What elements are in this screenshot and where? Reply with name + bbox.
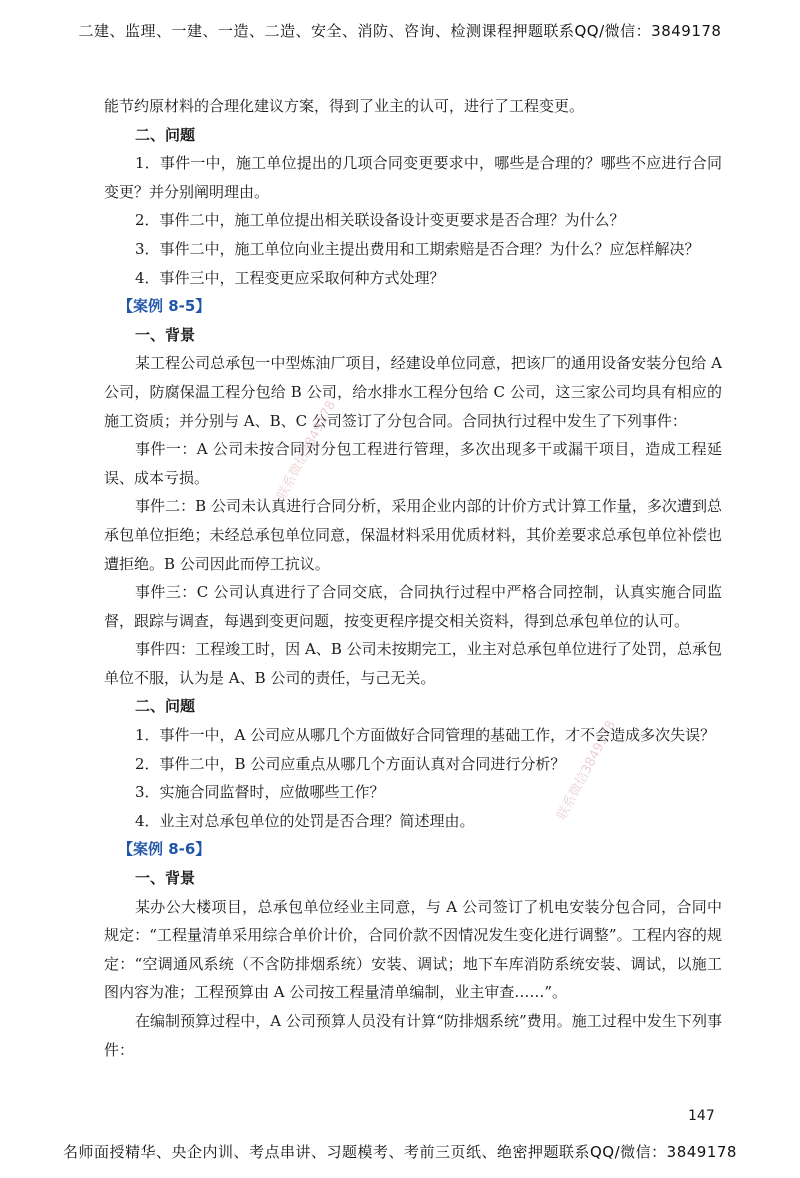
case-title: 【案例 8-5】 [118,297,211,316]
section-heading: 二、问题 [135,697,196,716]
section-heading: 一、背景 [135,869,196,888]
header-banner: 二建、监理、一建、一造、二造、安全、消防、咨询、检测课程押题联系QQ/微信：3849178 [78,22,722,40]
question-item: 2．事件二中，施工单位提出相关联设备设计变更要求是否合理？为什么？ [135,211,625,230]
event-paragraph: 事件一：A 公司未按合同对分包工程进行管理，多次出现多干或漏干项目，造成工程延误、成本亏损。 [104,440,722,487]
question-item: 1．事件一中，施工单位提出的几项合同变更要求中，哪些是合理的？哪些不应进行合同变更？并分别阐明理由。 [104,154,722,201]
event-paragraph: 事件二：B 公司未认真进行合同分析，采用企业内部的计价方式计算工作量，多次遭到总承包单位拒绝；未经总承包单位同意，保温材料采用优质材料，其价差要求总承包单位补偿也遭拒绝。B 公司因此而停工抗议。 [104,497,722,573]
question-item: 1．事件一中，A 公司应从哪几个方面做好合同管理的基础工作，才不会造成多次失误？ [135,726,716,745]
event-paragraph: 事件四：工程竣工时，因 A、B 公司未按期完工，业主对总承包单位进行了处罚，总承包单位不服，认为是 A、B 公司的责任，与己无关。 [104,640,722,687]
question-item: 3．事件二中，施工单位向业主提出费用和工期索赔是否合理？为什么？应怎样解决？ [135,239,700,258]
page-body [104,92,722,1064]
watermark: 联系微信3849178 [554,718,620,823]
paragraph: 某办公大楼项目，总承包单位经业主同意，与 A 公司签订了机电安装分包合同，合同中规定：“工程量清单采用综合单价计价，合同价款不因情况发生变化进行调整”。工程内容的规定：“空调通风系统（不含防排烟系统）安装、调试；地下车库消防系统安装、调试，以施工图内容为准；工程预算由 A 公司按工程量清单编制，业主审查……”。 [104,897,722,1002]
case-title: 【案例 8-6】 [118,840,211,859]
paragraph: 能节约原材料的合理化建议方案，得到了业主的认可，进行了工程变更。 [104,97,585,115]
section-heading: 一、背景 [135,325,196,344]
paragraph: 某工程公司总承包一中型炼油厂项目，经建设单位同意，把该厂的通用设备安装分包给 A 公司，防腐保温工程分包给 B 公司，给水排水工程分包给 C 公司，这三家公司均具有相应的施工资质；并分别与 A、B、C 公司签订了分包合同。合同执行过程中发生了下列事件： [104,354,722,430]
event-paragraph: 事件三：C 公司认真进行了合同交底，合同执行过程中严格合同控制，认真实施合同监督，跟踪与调查，每遇到变更问题，按变更程序提交相关资料，得到总承包单位的认可。 [104,583,722,630]
question-item: 4．事件三中，工程变更应采取何种方式处理？ [135,268,445,287]
footer-banner: 名师面授精华、央企内训、考点串讲、习题模考、考前三页纸、绝密押题联系QQ/微信：3849178 [63,1143,737,1161]
question-item: 3．实施合同监督时，应做哪些工作？ [135,783,385,802]
question-item: 4．业主对总承包单位的处罚是否合理？简述理由。 [135,811,475,830]
section-heading: 二、问题 [135,125,196,144]
page-number: 147 [688,1108,715,1124]
watermark: 联系微信3849178 [274,398,340,503]
question-item: 2．事件二中，B 公司应重点从哪几个方面认真对合同进行分析？ [135,754,566,773]
paragraph: 在编制预算过程中，A 公司预算人员没有计算“防排烟系统”费用。施工过程中发生下列事件： [104,1012,722,1059]
